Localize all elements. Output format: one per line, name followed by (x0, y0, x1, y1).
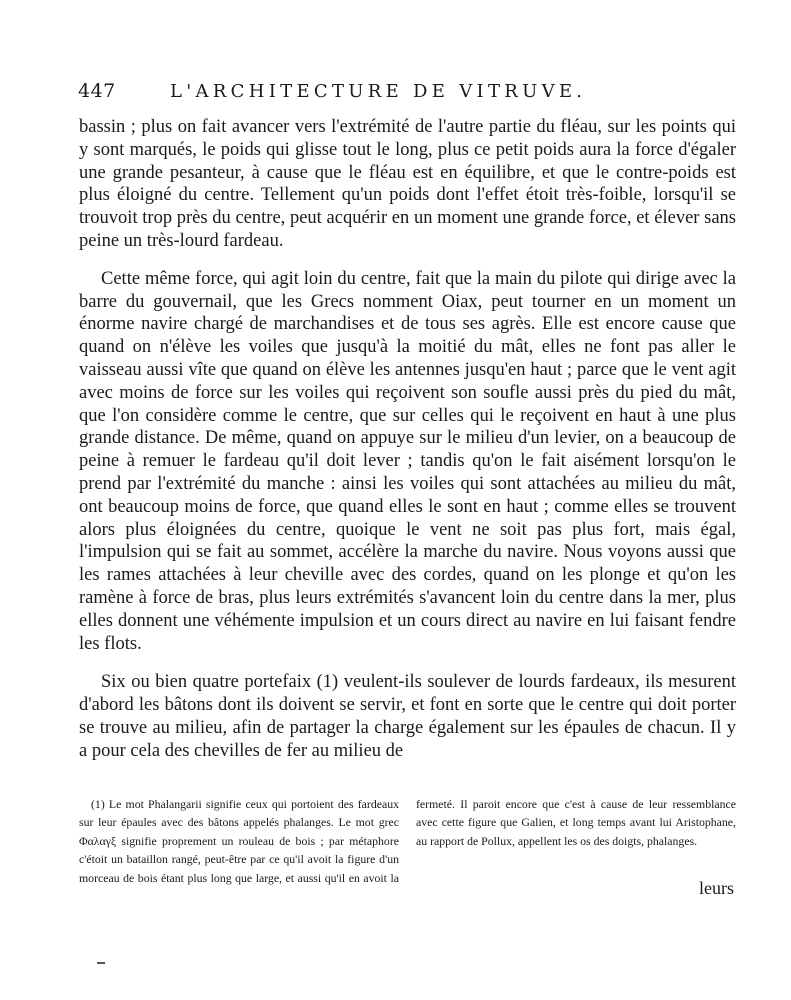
catchword: leurs (699, 878, 734, 898)
paragraph-porters: Six ou bien quatre portefaix (1) veulent-ils soulever de lourds fardeaux, ils mesurent d'abord les bâtons dont ils doivent se servir, et font en sorte que le centre qui doit porter se trouve au milieu, afin de partager la charge également sur les épaules de chacun. Il y a pour cela des chevilles de fer au milieu de (79, 672, 736, 761)
paragraph-continuation: bassin ; plus on fait avancer vers l'extrémité de l'autre partie du fléau, sur les points qui y sont marqués, le poids qui glisse tout le long, plus ce petit poids aura la force d'égaler une grande pesanteur, à cause que le fléau est en équilibre, et que le contre-poids est plus éloigné du centre. Tellement qu'un poids dont l'effet étoit très-foible, lorsqu'il se trouvoit trop près du centre, peut acquérir en un moment une grande force, et élever sans peine un très-lourd fardeau. (79, 117, 736, 251)
page-number: 447 (78, 80, 116, 102)
ink-speck (97, 962, 105, 964)
running-title: L'ARCHITECTURE DE VITRUVE. (170, 81, 587, 102)
footnotes (79, 795, 736, 905)
page-header (78, 80, 738, 108)
footnote-1: (1) Le mot Phalangarii signifie ceux qui portoient des fardeaux sur leur épaules avec des bâtons appelés phalanges. Le mot grec Φαλαγξ signifie proprement un rouleau de bois ; par métaphore c'étoit un bataillon rangé, peut-être par ce qu'il avoit la figure d'un morceau de bois étant plus long que large, et aussi qu'il en avoit la fermeté. Il paroit encore que c'est à cause de leur ressemblance avec cette figure que Galien, et long temps avant lui Aristophane, au rapport de Pollux, appellent les os des doigts, phalanges. (79, 797, 736, 885)
main-text (79, 116, 736, 763)
paragraph-pilot: Cette même force, qui agit loin du centre, fait que la main du pilote qui dirige avec la barre du gouvernail, que les Grecs nomment Oiax, peut tourner en un moment un énorme navire chargé de marchandises et de tous ses agrès. Elle est encore cause que quand on n'élève les voiles que jusqu'à la moitié du mât, elles ne font pas aller le vaisseau aussi vîte que quand on élève les antennes jusqu'en haut ; parce que le vent agit avec moins de force sur les voiles qui reçoivent son soufle aussi près du pied du mât, que l'on considère comme le centre, que sur celles qui le reçoivent en haut à une plus grande distance. De même, quand on appuye sur le milieu d'un levier, on a beaucoup de peine à remuer le fardeau qu'il doit lever ; tandis qu'on le fait aisément lorsqu'on le prend par l'extrémité du manche : ainsi les voiles qui sont attachées au milieu du mât, ont beaucoup moins de force, que quand elles le sont en haut ; comme elles se trouvent alors plus éloignées du centre, quoique le vent ne soit pas plus fort, mais égal, l'impulsion qui se fait au sommet, accélère la marche du navire. Nous voyons aussi que les rames attachées à leur cheville avec des cordes, quand on les plonge et qu'on les ramène à force de bras, plus leurs extrémités s'avancent loin du centre dans la mer, plus elles donnent une véhémente impulsion et un cours direct au navire en lui faisant fendre les flots. (79, 268, 736, 654)
